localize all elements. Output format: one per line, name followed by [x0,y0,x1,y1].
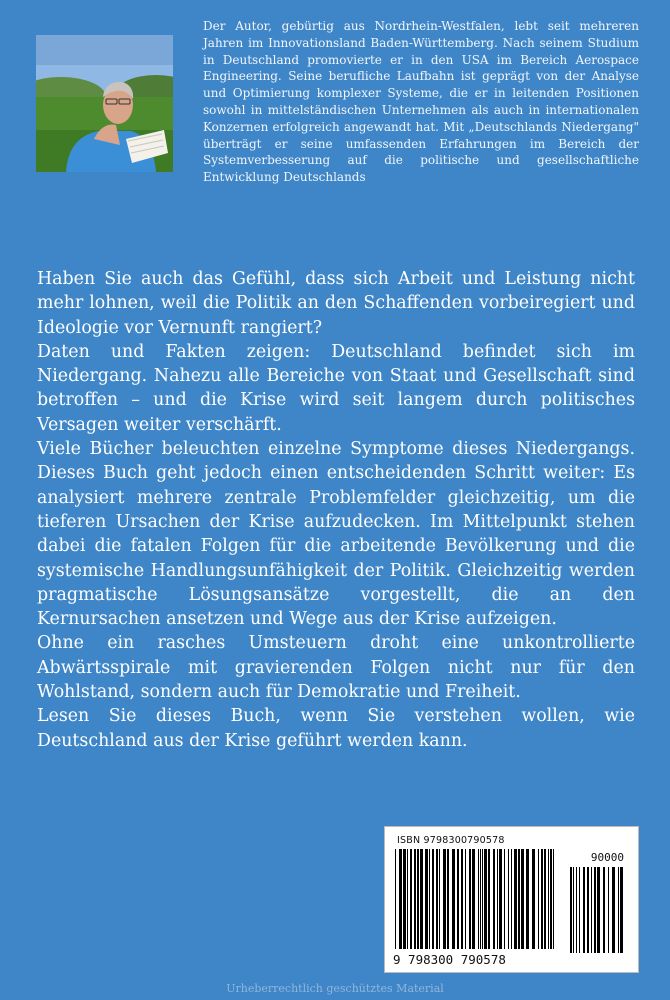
barcode-bar [461,849,463,949]
barcode-bar [603,867,605,953]
barcode-bar [414,849,416,949]
barcode-bar [548,849,549,949]
barcode-bar [518,849,520,949]
barcode-bar [410,849,412,949]
barcode-bar [469,849,471,949]
barcode-bar [544,849,546,949]
barcode-bar [541,849,543,949]
barcode-bar [550,849,552,949]
barcode-bar [478,849,479,949]
barcode-bar [514,849,517,949]
barcode-bar [493,849,495,949]
barcode-bar [538,849,539,949]
barcode-bar [594,867,596,953]
barcode-bar [597,867,600,953]
barcode-bar [429,849,430,949]
author-bio: Der Autor, gebürtig aus Nordrhein-Westfalen, lebt seit mehreren Jahren im Innovationsland Baden-Württemberg. Nach seinem Studium in Deutschland promovierte er in den USA im Bereich Aerospace Engineering. Seine berufliche Laufbahn ist geprägt von der Analyse und Optimierung komplexer Systeme, die er in leitenden Positionen sowohl in mittelständischen Unternehmen als auch in internationalen Konzernen erfolgreich angewandt hat. Mit „Deutschlands Niedergang" überträgt er seine umfassenden Erfahrungen im Bereich der Systemverbesserung auf die politische und gesellschaftliche Entwicklung Deutschlands [203,19,639,185]
blurb-paragraph: Haben Sie auch das Gefühl, dass sich Arbeit und Leistung nicht mehr lohnen, weil die Politik an den Schaffenden vorbeiregiert und Ideologie vor Vernunft rangiert? [37,269,635,338]
barcode-bar [457,849,459,949]
barcode-bar [472,849,475,949]
barcode-bar [573,867,574,953]
blurb-paragraph: Daten und Fakten zeigen: Deutschland befindet sich im Niedergang. Nahezu alle Bereiche von Staat und Gesellschaft sind betroffen – und die Krise wird seit langem durch politisches Versagen weiter verschärft. [37,341,635,435]
author-photo [36,35,173,172]
barcode-bar [447,849,449,949]
barcode-box [384,826,639,973]
barcode-bar [570,867,572,953]
barcode-bar [497,849,498,949]
barcode-bar [508,849,509,949]
barcode-bar [403,849,406,949]
barcode-bar [553,849,554,949]
barcode-bar [420,849,423,949]
barcode-bar [499,849,502,949]
barcode-bar [399,849,402,949]
barcode-bar [591,867,592,953]
blurb-paragraph: Viele Bücher beleuchten einzelne Symptome dieses Niedergangs. Dieses Buch geht jedoch einen entscheidenden Schritt weiter: Es analysiert mehrere zentrale Problemfelder gleichzeitig, um die tieferen Ursachen der Krise aufzudecken. Im Mittelpunkt stehen dabei die fatalen Folgen für die arbeitende Bevölkerung und die systemische Handlungsunfähigkeit der Politik. Gleichzeitig werden pragmatische Lösungsansätze vorgestellt, die an den Kernursachen ansetzen und Wege aus der Krise aufzeigen. [37,439,635,630]
isbn-digits: 9 798300 790578 [393,952,506,967]
barcode-bar [482,849,483,949]
barcode-bar [583,867,585,953]
barcode-bar [532,849,535,949]
barcode-bar [484,849,487,949]
barcode-bar [526,849,529,949]
barcode-bar [452,849,455,949]
barcode-bar [480,849,481,949]
price-code: 90000 [590,851,624,864]
barcode-bar [443,849,446,949]
isbn-barcode [393,849,558,953]
copyright-watermark: Urheberrechtlich geschütztes Material [226,982,444,995]
barcode-bar [579,867,580,953]
barcode-bar [608,867,609,953]
barcode-bar [488,849,490,949]
barcode-bar [618,867,619,953]
barcode-bar [620,867,623,953]
barcode-bar [432,849,434,949]
barcode-bar [465,849,466,949]
barcode-bar [576,867,577,953]
barcode-bar [587,867,589,953]
barcode-bar [425,849,428,949]
book-blurb [37,267,635,753]
blurb-paragraph: Ohne ein rasches Umsteuern droht eine unkontrollierte Abwärtsspirale mit gravierenden Folgen nicht nur für den Wohlstand, sondern auch für Demokratie und Freiheit. [37,633,635,703]
barcode-bar [407,849,408,949]
barcode-bar [612,867,615,953]
barcode-bar [417,849,419,949]
barcode-bar [395,849,396,949]
barcode-bar [439,849,440,949]
price-barcode [568,867,626,953]
barcode-bar [504,849,505,949]
blurb-paragraph: Lesen Sie dieses Buch, wenn Sie verstehen wollen, wie Deutschland aus der Krise geführt werden kann. [37,706,635,751]
barcode-bar [521,849,524,949]
isbn-label: ISBN 9798300790578 [397,835,505,846]
barcode-bar [511,849,512,949]
barcode-bar [436,849,438,949]
